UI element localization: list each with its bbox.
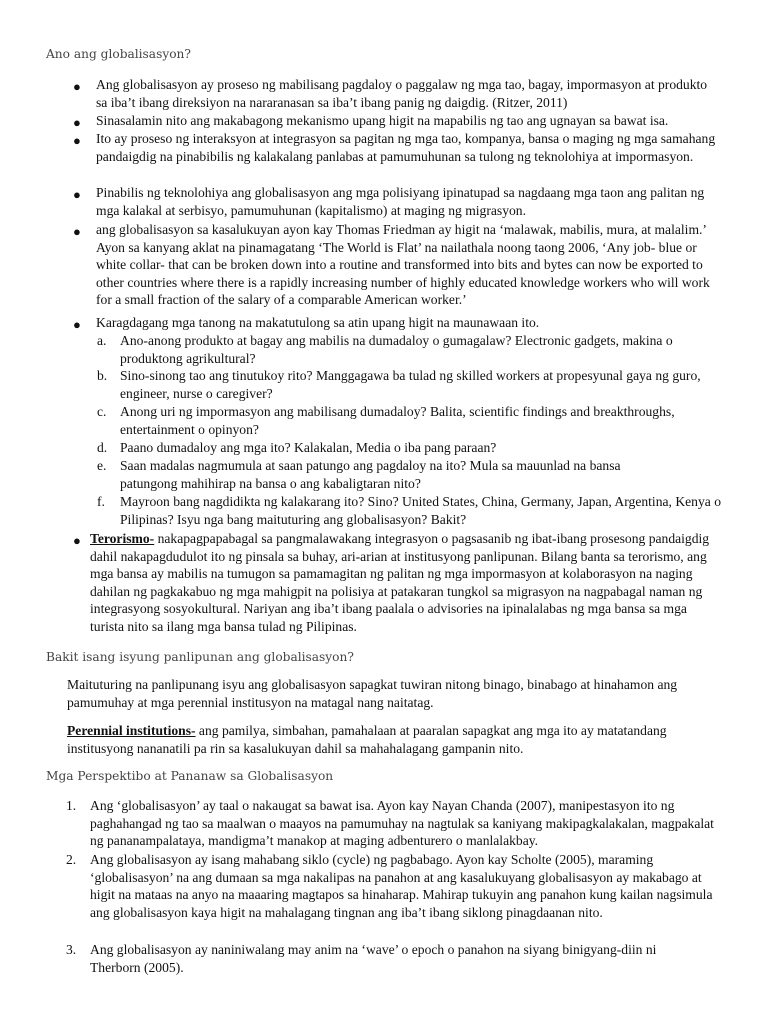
numbered-marker: 3. bbox=[66, 942, 77, 957]
term-terorismo: Terorismo- bbox=[90, 531, 155, 546]
heading-bakit-isyung-panlipunan: Bakit isang isyung panlipunan ang globalisasyon? bbox=[46, 650, 354, 664]
perennial-text: ang pamilya, simbahan, pamahalaan at paaralan sapagkat ang mga ito ay matatandang institusyong nananatili pa rin sa kasalukuyan dahil sa mahahalagang gampanin nito. bbox=[67, 723, 667, 756]
sub-item: Saan madalas nagmumula at saan patungo ang pagdaloy na ito? Mula sa mauunlad na bansa patungong mahihirap na bansa o ang kabaligtaran nito? bbox=[120, 458, 621, 491]
bullet-dot: ● bbox=[73, 224, 81, 239]
sub-item: Ano-anong produkto at bagay ang mabilis na dumadaloy o gumagalaw? Electronic gadgets, makina o produktong agrikultural? bbox=[120, 333, 673, 366]
terrorism-paragraph bbox=[90, 530, 720, 636]
heading-mga-perspektibo: Mga Perspektibo at Pananaw sa Globalisasyon bbox=[46, 769, 334, 783]
bullet-dot: ● bbox=[73, 79, 81, 94]
terrorism-text: nakapagpapabagal sa pangmalawakang integrasyon o pagsasanib ng ibat-ibang prosesong pandaigdig dahil nakapagdudulot ito ng pinsala sa buhay, ari-arian at institusyong panlipunan. Bilang banta sa terorismo, ang mga bansa ay mabilis na tumugon sa pamamagitan ng palitan ng mga impormasyon at kolaborasyon na naging dahilan ng pagkakabuo ng mga mahigpit na polisiya at patakaran tungkol sa migrasyon na nagpabagal naman ng integrasyong sosyokultural. Nariyan ang iba’t ibang paalala o advisories na ipinalalabas ng mga bansa sa mga turista nito sa ilang mga bansa tulad ng Pilipinas. bbox=[90, 531, 710, 634]
heading-ano-ang-globalisasyon: Ano ang globalisasyon? bbox=[46, 47, 191, 61]
sub-item-marker: a. bbox=[97, 333, 107, 348]
sub-item-marker: d. bbox=[97, 440, 108, 455]
sub-item-marker: b. bbox=[97, 368, 108, 383]
numbered-item: Ang globalisasyon ay naniniwalang may anim na ‘wave’ o epoch o panahon na siyang binigyang-diin ni Therborn (2005). bbox=[90, 942, 657, 975]
bullet-dot: ● bbox=[73, 317, 81, 332]
sub-item: Paano dumadaloy ang mga ito? Kalakalan, Media o iba pang paraan? bbox=[120, 440, 497, 455]
issue-paragraph: Maituturing na panlipunang isyu ang globalisasyon sapagkat tuwiran nitong binago, binabago at hinahamon ang pamumuhay at mga perennial institusyon na matagal nang naitatag. bbox=[67, 677, 678, 710]
bullet-item: Ito ay proseso ng interaksyon at integrasyon sa pagitan ng mga tao, kompanya, bansa o maging ng mga samahang pandaigdig na pinabibilis ng kalakalang panlabas at pamumuhunan sa tulong ng teknolohiya at impormasyon. bbox=[96, 131, 716, 164]
bullet-item: ang globalisasyon sa kasalukuyan ayon kay Thomas Friedman ay higit na ‘malawak, mabilis, mura, at malalim.’ Ayon sa kanyang aklat na pinamagatang ‘The World is Flat’ na nailathala noong taong 2006, ‘Any job- blue or white collar- that can be broken down into a routine and transformed into bits and bytes can now be exported to other countries where there is a rapidly increasing number of highly educated knowledge workers who will work for a small fraction of the salary of a comparable American worker.’ bbox=[96, 222, 710, 308]
sub-item: Anong uri ng impormasyon ang mabilisang dumadaloy? Balita, scientific findings and breakthroughs, entertainment o opinyon? bbox=[120, 404, 675, 437]
sub-item-marker: e. bbox=[97, 458, 107, 473]
numbered-item: Ang globalisasyon ay isang mahabang siklo (cycle) ng pagbabago. Ayon kay Scholte (2005), maraming ‘globalisasyon’ na ang dumaan sa mga nakalipas na panahon at ang kasalukuyang globalisasyon ay makabago at higit na mataas na anyo na maaaring magtapos sa hinaharap. Mahirap tukuyin ang panahon kung kailan nagsimula ang globalisasyon kaya higit na mahalagang tingnan ang iba’t ibang siklong pinagdaanan nito. bbox=[90, 852, 713, 920]
bullet-item: Ang globalisasyon ay proseso ng mabilisang pagdaloy o paggalaw ng mga tao, bagay, impormasyon at produkto sa iba’t ibang direksiyon na nararanasan sa iba’t ibang panig ng daigdig. (Ritzer, 2011) bbox=[96, 77, 708, 110]
bullet-item: Sinasalamin nito ang makabagong mekanismo upang higit na mapabilis ng tao ang ugnayan sa bawat isa. bbox=[96, 113, 669, 128]
sub-item: Mayroon bang nagdidikta ng kalakarang ito? Sino? United States, China, Germany, Japan, Argentina, Kenya o Pilipinas? Isyu nga bang maituturing ang globalisasyon? Bakit? bbox=[120, 494, 721, 527]
term-perennial-institutions: Perennial institutions- bbox=[67, 723, 196, 738]
numbered-marker: 1. bbox=[66, 798, 77, 813]
sub-item-marker: f. bbox=[97, 494, 105, 509]
perennial-paragraph bbox=[67, 722, 727, 757]
bullet-item: Karagdagang mga tanong na makatutulong sa atin upang higit na maunawaan ito. bbox=[96, 315, 540, 330]
sub-item: Sino-sinong tao ang tinutukoy rito? Manggagawa ba tulad ng skilled workers at propesyunal gaya ng guro, engineer, nurse o caregiver? bbox=[120, 368, 701, 401]
bullet-dot: ● bbox=[73, 533, 81, 548]
sub-item-marker: c. bbox=[97, 404, 107, 419]
numbered-item: Ang ‘globalisasyon’ ay taal o nakaugat sa bawat isa. Ayon kay Nayan Chanda (2007), manipestasyon ito ng paghahangad ng tao sa maalwan o maayos na pamumuhay na nagtulak sa kaniyang makipagkalakalan, magpakalat ng pananampalataya, mandigma’t manakop at maging adbenturero o manlalakbay. bbox=[90, 798, 714, 849]
bullet-dot: ● bbox=[73, 133, 81, 148]
bullet-dot: ● bbox=[73, 187, 81, 202]
bullet-item: Pinabilis ng teknolohiya ang globalisasyon ang mga polisiyang ipinatupad sa nagdaang mga taon ang palitan ng mga kalakal at serbisyo, pamumuhunan (kapitalismo) at maging ng migrasyon. bbox=[96, 185, 705, 218]
bullet-dot: ● bbox=[73, 115, 81, 130]
numbered-marker: 2. bbox=[66, 852, 77, 867]
